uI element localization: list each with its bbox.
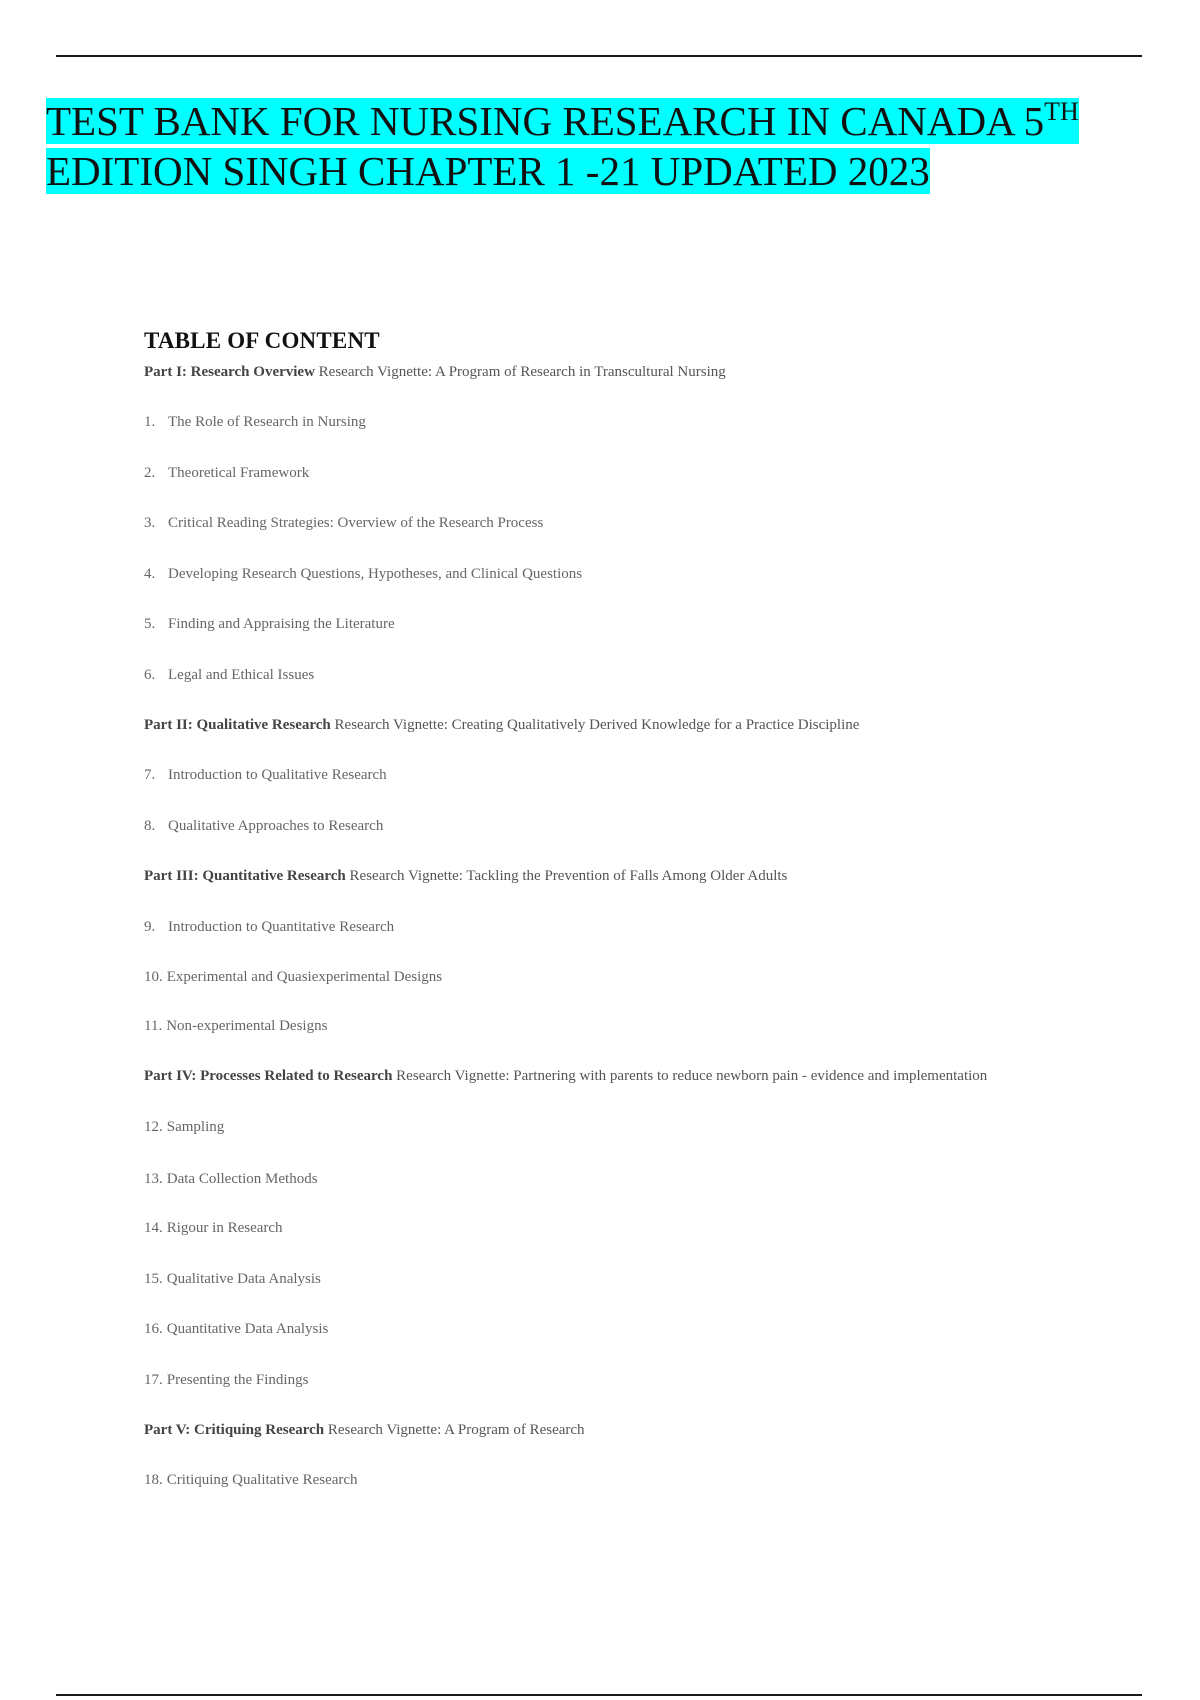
chapter-title: The Role of Research in Nursing [168, 414, 366, 430]
chapter-number: 13. [144, 1171, 163, 1187]
chapter-number: 15. [144, 1271, 163, 1287]
chapter-number: 9. [144, 919, 156, 935]
part-label: Part I: Research Overview [144, 364, 315, 380]
chapter-title: Introduction to Qualitative Research [168, 767, 387, 783]
toc-part-4 [144, 1066, 987, 1086]
title-line1: TEST BANK FOR NURSING RESEARCH IN CANADA 5 [46, 98, 1045, 144]
chapter-number: 16. [144, 1321, 163, 1337]
chapter-number: 17. [144, 1372, 163, 1388]
part-description: Research Vignette: Partnering with parents to reduce newborn pain - evidence and implementation [396, 1068, 988, 1084]
chapter-title: Critical Reading Strategies: Overview of the Research Process [168, 515, 544, 531]
toc-part-3 [144, 866, 787, 886]
toc-chapter-15 [144, 1269, 321, 1289]
chapter-number: 14. [144, 1220, 163, 1236]
chapter-number: 12. [144, 1119, 163, 1135]
title-highlight [46, 98, 1079, 194]
chapter-number: 2. [144, 465, 156, 481]
toc-chapter-4 [144, 564, 582, 584]
part-description: Research Vignette: A Program of Research [327, 1422, 585, 1438]
chapter-title: Rigour in Research [166, 1220, 283, 1236]
chapter-title: Introduction to Quantitative Research [168, 919, 395, 935]
chapter-number: 10. [144, 969, 163, 985]
toc-chapter-17 [144, 1370, 308, 1390]
part-label: Part II: Qualitative Research [144, 717, 331, 733]
toc-heading: TABLE OF CONTENT [144, 328, 380, 353]
toc-chapter-7 [144, 765, 387, 785]
part-label: Part III: Quantitative Research [144, 868, 346, 884]
chapter-number: 1. [144, 414, 156, 430]
chapter-title: Data Collection Methods [166, 1171, 318, 1187]
toc-part-2 [144, 715, 859, 735]
title-line2: EDITION SINGH CHAPTER 1 -21 UPDATED 2023 [46, 148, 930, 194]
chapter-title: Experimental and Quasiexperimental Designs [166, 969, 443, 985]
part-label: Part IV: Processes Related to Research [144, 1068, 393, 1084]
chapter-title: Finding and Appraising the Literature [168, 616, 395, 632]
title-superscript: TH [1044, 97, 1079, 126]
toc-chapter-2 [144, 463, 309, 483]
toc-chapter-5 [144, 614, 395, 634]
chapter-number: 8. [144, 818, 156, 834]
chapter-title: Sampling [166, 1119, 225, 1135]
toc-chapter-9 [144, 917, 394, 937]
chapter-number: 3. [144, 515, 156, 531]
toc-chapter-12 [144, 1117, 224, 1137]
chapter-number: 7. [144, 767, 156, 783]
chapter-title: Quantitative Data Analysis [166, 1321, 329, 1337]
toc-chapter-1 [144, 412, 366, 432]
toc-part-5 [144, 1420, 585, 1440]
toc-chapter-16 [144, 1319, 328, 1339]
chapter-number: 4. [144, 566, 156, 582]
chapter-title: Presenting the Findings [166, 1372, 309, 1388]
toc-part-1 [144, 362, 726, 382]
chapter-title: Qualitative Data Analysis [166, 1271, 321, 1287]
chapter-number: 5. [144, 616, 156, 632]
chapter-number: 18. [144, 1472, 163, 1488]
chapter-title: Legal and Ethical Issues [168, 667, 315, 683]
part-description: Research Vignette: Tackling the Prevention of Falls Among Older Adults [349, 868, 788, 884]
bottom-divider [56, 1694, 1142, 1696]
chapter-title: Non-experimental Designs [166, 1018, 328, 1034]
chapter-title: Theoretical Framework [168, 465, 310, 481]
toc-chapter-13 [144, 1169, 318, 1189]
chapter-title: Qualitative Approaches to Research [168, 818, 384, 834]
toc-chapter-18 [144, 1470, 358, 1490]
top-divider [56, 55, 1142, 57]
toc-chapter-11 [144, 1016, 327, 1036]
part-label: Part V: Critiquing Research [144, 1422, 325, 1438]
chapter-number: 11. [144, 1018, 163, 1034]
chapter-title: Developing Research Questions, Hypotheses, and Clinical Questions [168, 566, 583, 582]
toc-chapter-8 [144, 816, 383, 836]
toc-chapter-6 [144, 665, 314, 685]
part-description: Research Vignette: Creating Qualitatively Derived Knowledge for a Practice Discipline [334, 717, 860, 733]
chapter-number: 6. [144, 667, 156, 683]
document-title [46, 96, 1156, 196]
chapter-title: Critiquing Qualitative Research [166, 1472, 358, 1488]
toc-chapter-14 [144, 1218, 283, 1238]
part-description: Research Vignette: A Program of Research in Transcultural Nursing [318, 364, 726, 380]
toc-chapter-3 [144, 513, 543, 533]
toc-chapter-10 [144, 967, 442, 987]
